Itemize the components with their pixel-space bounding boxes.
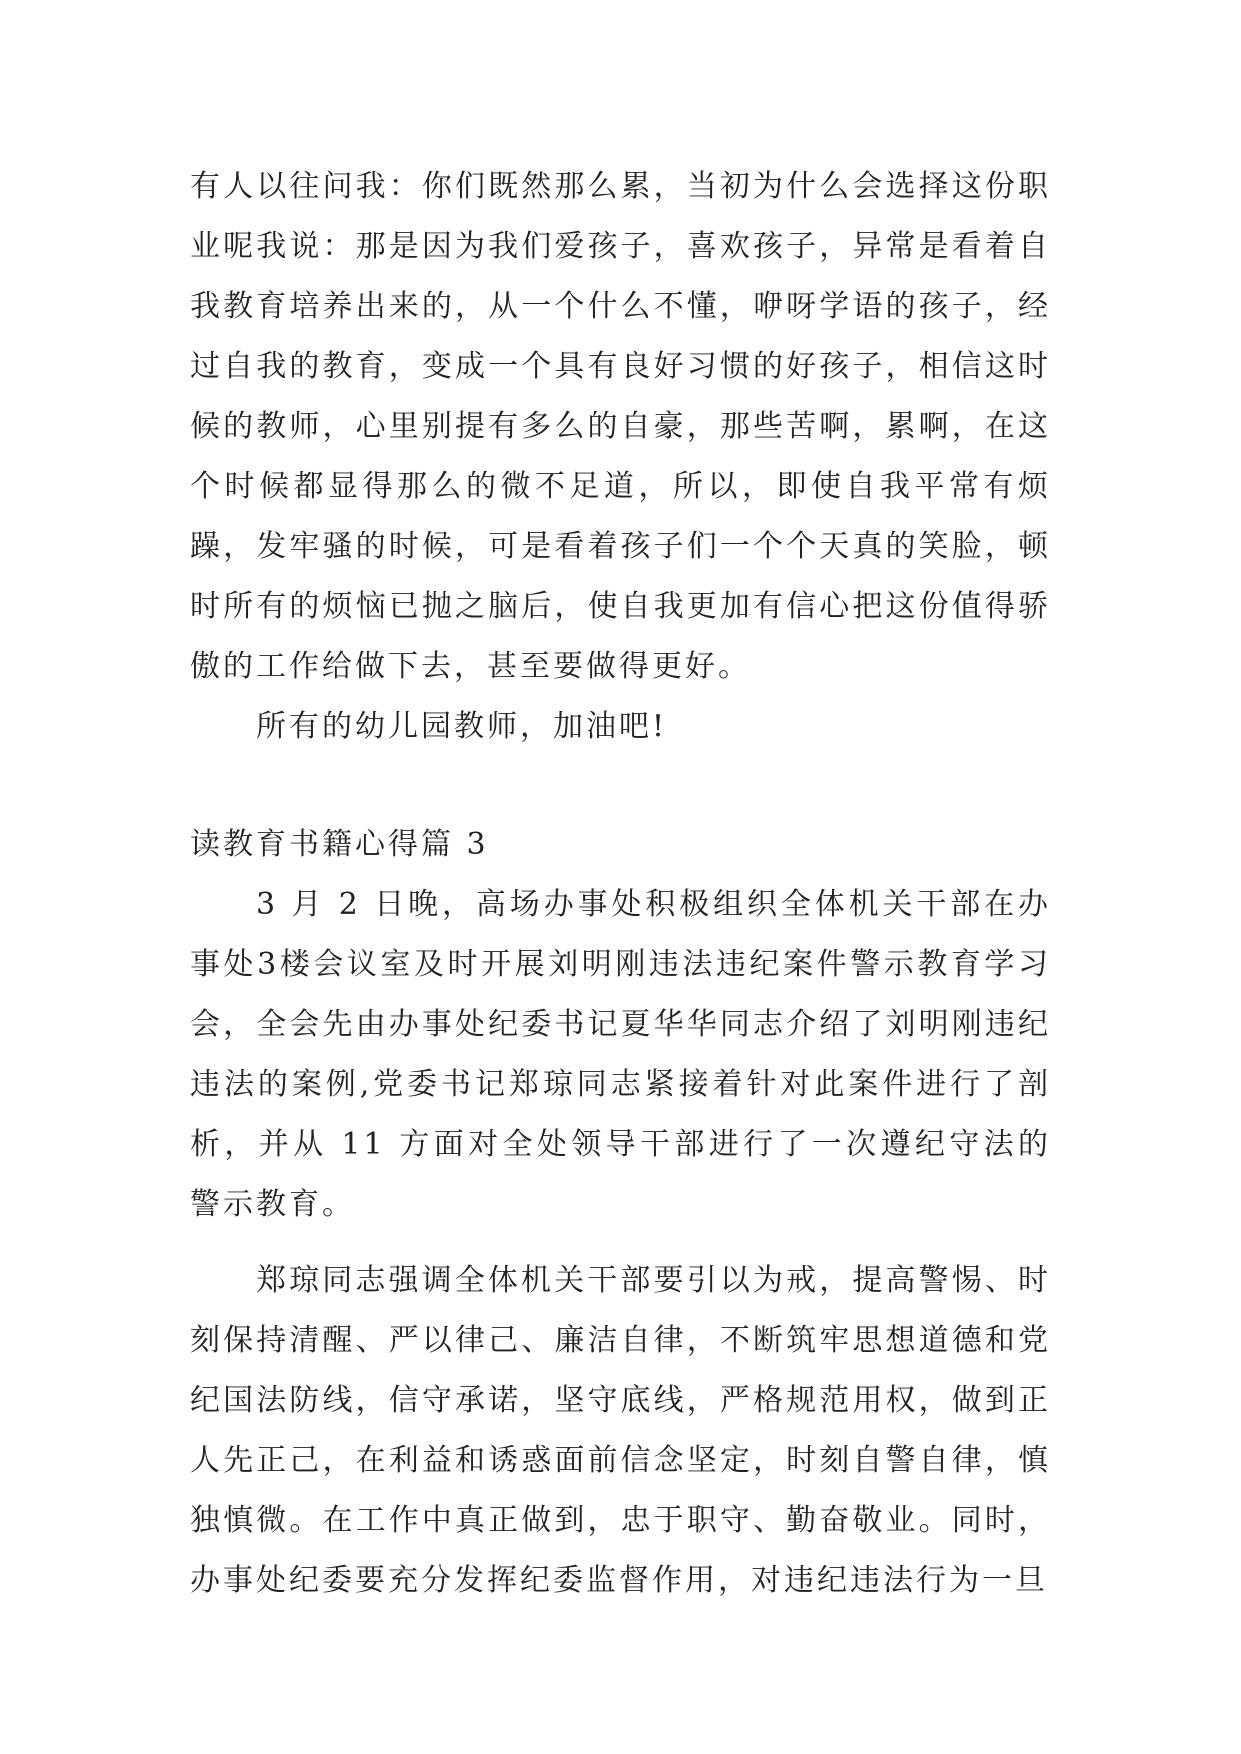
paragraph-meeting: 3 月 2 日晚，高场办事处积极组织全体机关干部在办事处3楼会议室及时开展刘明刚违法违纪案件警示教育学习会，全会先由办事处纪委书记夏华华同志介绍了刘明刚违纪违法的案例,党委书记郑琼同志紧接着针对此案件进行了剖析，并从 11 方面对全处领导干部进行了一次遵纪守法的警示教育。 <box>190 887 1051 1222</box>
paragraph-emphasis: 郑琼同志强调全体机关干部要引以为戒，提高警惕、时刻保持清醒、严以律己、廉洁自律，不断筑牢思想道德和党纪国法防线，信守承诺，坚守底线，严格规范用权，做到正人先正己，在利益和诱惑面前信念坚定，时刻自警自律，慎独慎微。在工作中真正做到，忠于职守、勤奋敬业。同时，办事处纪委要充分发挥纪委监督作用，对违纪违法行为一旦 <box>190 1263 1051 1598</box>
document-body <box>190 157 1051 1611</box>
paragraph-career-reason: 有人以往问我：你们既然那么累，当初为什么会选择这份职业呢我说：那是因为我们爱孩子，喜欢孩子，异常是看着自我教育培养出来的，从一个什么不懂，咿呀学语的孩子，经过自我的教育，变成一个具有良好习惯的好孩子，相信这时候的教师，心里别提有多么的自豪，那些苦啊，累啊，在这个时候都显得那么的微不足道，所以，即使自我平常有烦躁，发牢骚的时候，可是看着孩子们一个个天真的笑脸，顿时所有的烦恼已抛之脑后，使自我更加有信心把这份值得骄傲的工作给做下去，甚至要做得更好。 <box>190 169 1051 684</box>
paragraph-cheer: 所有的幼儿园教师，加油吧! <box>256 709 668 744</box>
section-heading: 读教育书籍心得篇 3 <box>190 827 489 862</box>
